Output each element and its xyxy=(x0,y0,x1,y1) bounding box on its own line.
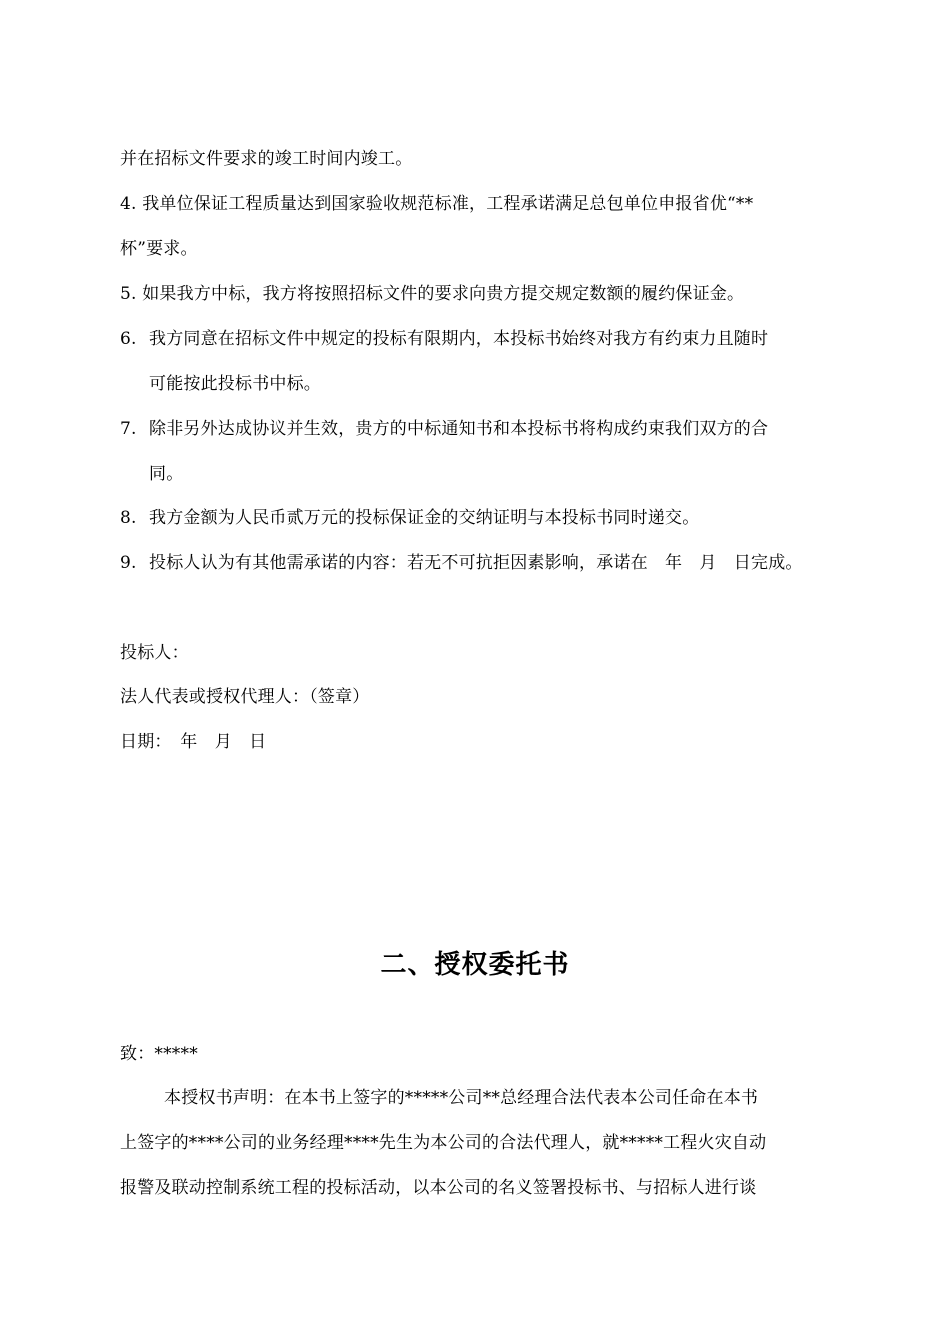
section-title: 二、授权委托书 xyxy=(380,950,570,980)
authorization-para-line-1: 本授权书声明：在本书上签字的*****公司**总经理合法代表本公司任命在本书 xyxy=(164,1088,759,1108)
addressee-line: 致：***** xyxy=(120,1044,198,1064)
authorization-para-line-3: 报警及联动控制系统工程的投标活动，以本公司的名义签署投标书、与招标人进行谈 xyxy=(120,1178,757,1198)
date-label: 日期： 年 月 日 xyxy=(120,732,267,752)
item-7-text: 除非另外达成协议并生效，贵方的中标通知书和本投标书将构成约束我们双方的合 xyxy=(149,419,769,439)
item-5: 5. 如果我方中标，我方将按照招标文件的要求向贵方提交规定数额的履约保证金。 xyxy=(120,284,745,304)
item-7-line-2: 同。 xyxy=(149,464,184,484)
continuation-text: 并在招标文件要求的竣工时间内竣工。 xyxy=(120,149,413,169)
item-8-number: 8. xyxy=(120,508,137,528)
item-7-number: 7. xyxy=(120,419,137,439)
item-6-text: 我方同意在招标文件中规定的投标有限期内，本投标书始终对我方有约束力且随时 xyxy=(149,329,769,349)
item-8-text: 我方金额为人民币贰万元的投标保证金的交纳证明与本投标书同时递交。 xyxy=(149,508,700,528)
item-4-line-2: 杯”要求。 xyxy=(120,239,198,259)
bidder-label: 投标人： xyxy=(120,643,189,663)
item-9-number: 9. xyxy=(120,553,137,573)
item-6-number: 6. xyxy=(120,329,137,349)
representative-label: 法人代表或授权代理人：（签章） xyxy=(120,687,370,707)
item-9 xyxy=(120,552,803,574)
item-8 xyxy=(120,507,699,529)
authorization-para-line-2: 上签字的****公司的业务经理****先生为本公司的合法代理人，就*****工程火灾自动 xyxy=(120,1133,767,1153)
item-7-line-1 xyxy=(120,418,768,440)
item-6-line-2: 可能按此投标书中标。 xyxy=(149,374,321,394)
item-4-line-1: 4. 我单位保证工程质量达到国家验收规范标准，工程承诺满足总包单位申报省优“** xyxy=(120,194,754,214)
item-6-line-1 xyxy=(120,328,768,350)
item-9-text: 投标人认为有其他需承诺的内容：若无不可抗拒因素影响，承诺在 年 月 日完成。 xyxy=(149,553,803,573)
